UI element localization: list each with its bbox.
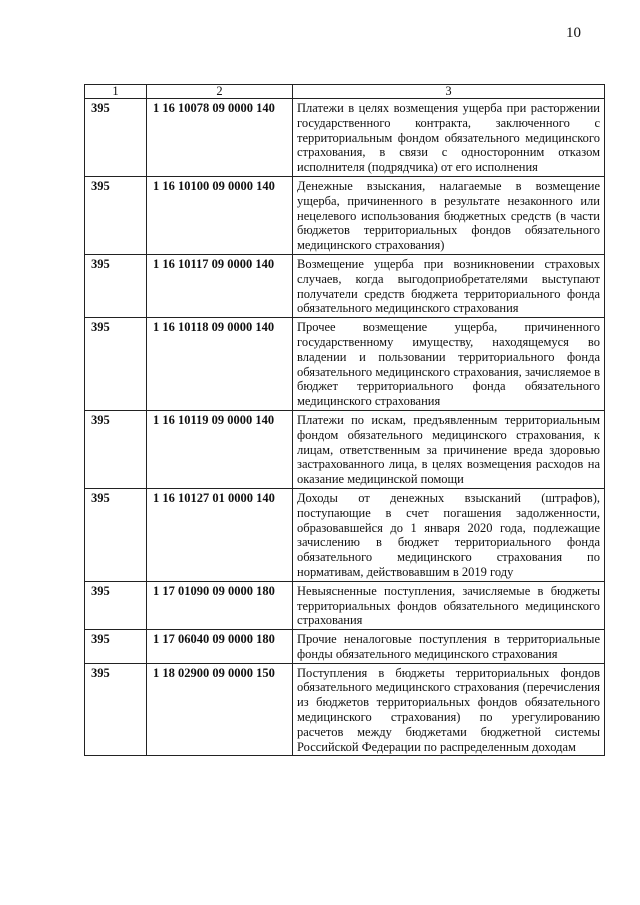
column-header-2: 2 (147, 85, 293, 99)
revenue-code-cell: 1 16 10127 01 0000 140 (147, 488, 293, 581)
description-cell: Прочее возмещение ущерба, причиненного государственному имуществу, находящемуся во владении и пользовании территориального фонда обязательного медицинского страхования, зачисляемое в бюджет территориального фонда обязательного медицинского страхования (293, 318, 605, 411)
table-row (85, 410, 605, 488)
column-header-3: 3 (293, 85, 605, 99)
admin-code-cell: 395 (85, 663, 147, 756)
table-row (85, 254, 605, 317)
table-row (85, 488, 605, 581)
table-row (85, 663, 605, 756)
table-row (85, 176, 605, 254)
description-cell: Денежные взыскания, налагаемые в возмещение ущерба, причиненного в результате незаконного или нецелевого использования бюджетных средств (в части бюджетов территориальных фондов обязательного медицинского страхования) (293, 176, 605, 254)
revenue-codes-table (84, 84, 605, 756)
page-number: 10 (566, 25, 581, 41)
admin-code-cell: 395 (85, 410, 147, 488)
description-cell: Невыясненные поступления, зачисляемые в бюджеты территориальных фондов обязательного медицинского страхования (293, 581, 605, 629)
description-cell: Доходы от денежных взысканий (штрафов), поступающие в счет погашения задолженности, образовавшейся до 1 января 2020 года, подлежащие зачислению в бюджет территориального фонда обязательного медицинского страхования по нормативам, действовавшим в 2019 году (293, 488, 605, 581)
description-cell: Возмещение ущерба при возникновении страховых случаев, когда выгодоприобретателями выступают получатели средств бюджета территориального фонда обязательного медицинского страхования (293, 254, 605, 317)
revenue-code-cell: 1 16 10100 09 0000 140 (147, 176, 293, 254)
revenue-code-cell: 1 17 01090 09 0000 180 (147, 581, 293, 629)
description-cell: Поступления в бюджеты территориальных фондов обязательного медицинского страхования (перечисления из бюджетов территориальных фондов обязательного медицинского страхования) по урегулированию расчетов между бюджетами бюджетной системы Российской Федерации по распределенным доходам (293, 663, 605, 756)
revenue-code-cell: 1 17 06040 09 0000 180 (147, 630, 293, 664)
admin-code-cell: 395 (85, 318, 147, 411)
column-header-1: 1 (85, 85, 147, 99)
table-header-row (85, 85, 605, 99)
admin-code-cell: 395 (85, 581, 147, 629)
admin-code-cell: 395 (85, 176, 147, 254)
revenue-code-cell: 1 18 02900 09 0000 150 (147, 663, 293, 756)
table-row (85, 318, 605, 411)
table-row (85, 99, 605, 177)
table-row (85, 630, 605, 664)
admin-code-cell: 395 (85, 99, 147, 177)
revenue-code-cell: 1 16 10078 09 0000 140 (147, 99, 293, 177)
revenue-code-cell: 1 16 10119 09 0000 140 (147, 410, 293, 488)
description-cell: Прочие неналоговые поступления в территориальные фонды обязательного медицинского страхования (293, 630, 605, 664)
revenue-code-cell: 1 16 10117 09 0000 140 (147, 254, 293, 317)
admin-code-cell: 395 (85, 488, 147, 581)
admin-code-cell: 395 (85, 630, 147, 664)
table-row (85, 581, 605, 629)
description-cell: Платежи в целях возмещения ущерба при расторжении государственного контракта, заключенного с территориальным фондом обязательного медицинского страхования, в связи с односторонним отказом исполнителя (подрядчика) от его исполнения (293, 99, 605, 177)
admin-code-cell: 395 (85, 254, 147, 317)
description-cell: Платежи по искам, предъявленным территориальным фондом обязательного медицинского страхования, к лицам, ответственным за причинение вреда здоровью застрахованного лица, в целях возмещения расходов на оказание медицинской помощи (293, 410, 605, 488)
revenue-code-cell: 1 16 10118 09 0000 140 (147, 318, 293, 411)
